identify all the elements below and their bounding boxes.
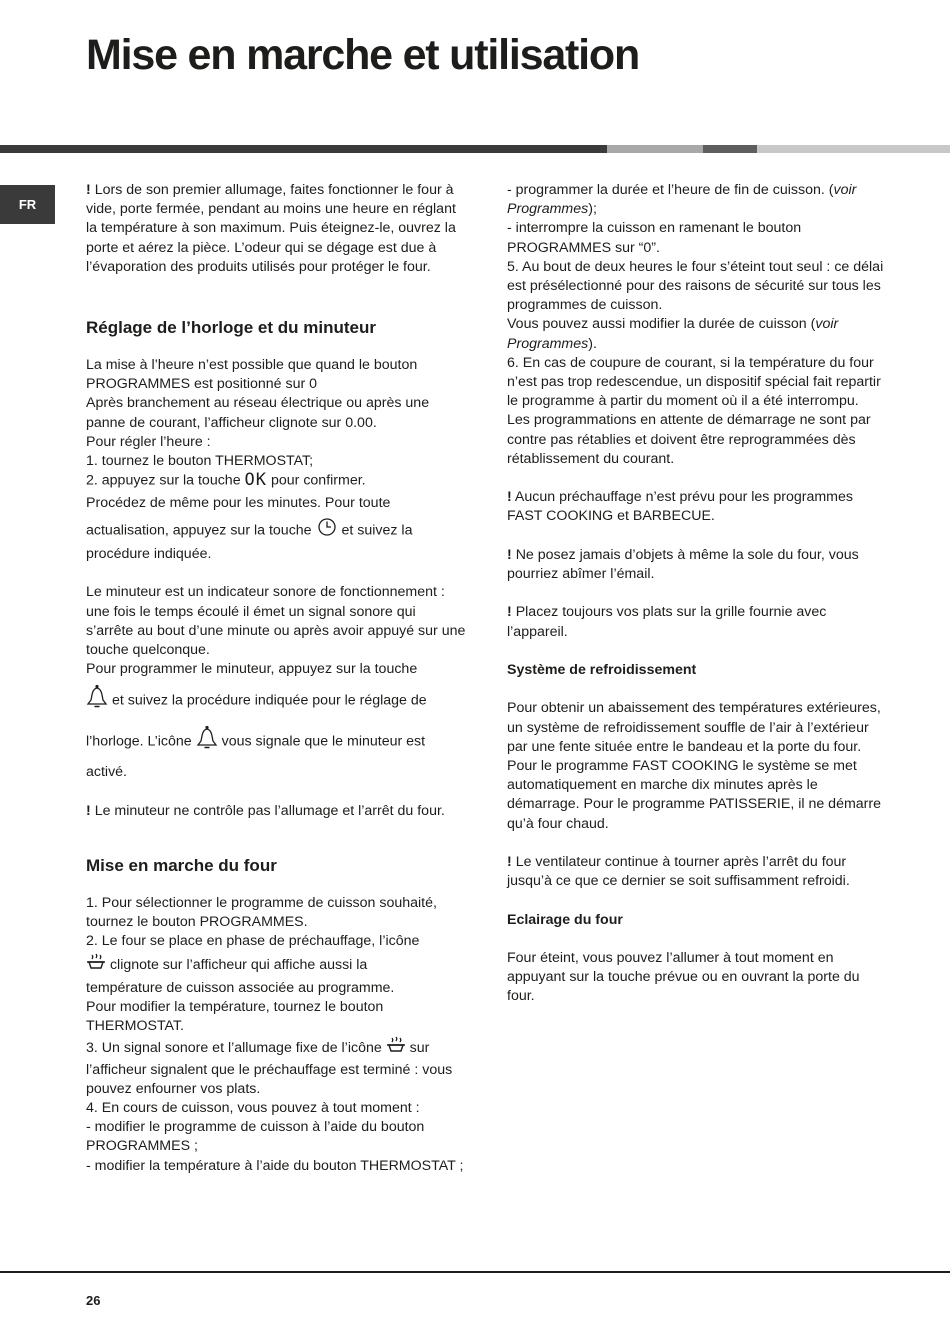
heading-lighting: Eclairage du four bbox=[507, 911, 623, 928]
clock-text-6: Procédez de même pour les minutes. Pour toute bbox=[86, 494, 391, 511]
preheat-icon bbox=[86, 953, 106, 977]
timer-text-2: Pour programmer le minuteur, appuyez sur la touche bbox=[86, 661, 418, 678]
start-text-5: Pour modifier la température, tournez le bouton THERMOSTAT. bbox=[86, 999, 384, 1035]
interrupt-text: - interrompre la cuisson en ramenant le bouton PROGRAMMES sur “0”. bbox=[507, 220, 802, 256]
heading-cooling: Système de refroidissement bbox=[507, 662, 697, 679]
page-title: Mise en marche et utilisation bbox=[86, 31, 640, 79]
start-text-4: température de cuisson associée au programme. bbox=[86, 979, 395, 996]
warning-mark: ! bbox=[86, 802, 91, 819]
preheat-icon bbox=[386, 1036, 406, 1060]
clock-text-7: actualisation, appuyez sur la touche et suivez la bbox=[86, 516, 466, 545]
warning-oven-floor: ! Ne posez jamais d’objets à même la sole du four, vous pourriez abîmer l’émail. bbox=[507, 546, 859, 583]
warning-mark: ! bbox=[507, 604, 512, 621]
power-cut-text: 6. En cas de coupure de courant, si la température du four n’est pas trop redescendue, un dispositif spécial fait repartir le programme à partir du moment où il a été interrompu. Les programmations en attente de démarrage ne sont par contre pas rétablies et doivent être reprogrammées dès rétablissement du courant. bbox=[507, 354, 881, 467]
clock-text-2: Après branchement au réseau électrique ou après une panne de courant, l’afficheur clignote sur 0.00. bbox=[86, 395, 430, 431]
modify-duration-text: Vous pouvez aussi modifier la durée de cuisson (voir Programmes). bbox=[507, 316, 839, 352]
timer-warning: ! Le minuteur ne contrôle pas l’allumage et l’arrêt du four. bbox=[86, 802, 445, 819]
start-text-3: clignote sur l’afficheur qui affiche aussi la bbox=[86, 953, 466, 977]
auto-off-text: 5. Au bout de deux heures le four s’éteint tout seul : ce délai est présélectionné pour des raisons de sécurité sur tous les programmes de cuisson. bbox=[507, 258, 884, 314]
ok-button-icon: OK bbox=[244, 470, 268, 491]
heading-clock: Réglage de l’horloge et du minuteur bbox=[86, 318, 376, 338]
start-text-7: l’afficheur signalent que le préchauffage est terminé : vous pouvez enfourner vos plats. bbox=[86, 1061, 453, 1097]
clock-text-1: La mise à l’heure n’est possible que quand le bouton PROGRAMMES est positionné sur 0 bbox=[86, 357, 418, 393]
header-bar-dark2 bbox=[703, 145, 757, 153]
timer-text-5: activé. bbox=[86, 764, 128, 781]
clock-text-3: Pour régler l’heure : bbox=[86, 433, 211, 450]
bell-icon bbox=[86, 683, 108, 718]
page-number: 26 bbox=[86, 1293, 101, 1308]
footer-rule bbox=[0, 1271, 950, 1273]
start-text-9: - modifier le programme de cuisson à l’aide du bouton PROGRAMMES ; bbox=[86, 1119, 425, 1155]
heading-start: Mise en marche du four bbox=[86, 856, 277, 875]
cooling-text: Pour obtenir un abaissement des températures extérieures, un système de refroidissement souffle de l’air à l’extérieur par une fente située entre le bandeau et la porte du four. Pour le programme FAST COOKING le système se met automatiquement en marche dix minutes après le démarrage. Pour le programme PATISSERIE, il ne démarre qu’à four chaud. bbox=[507, 700, 882, 832]
bell-icon bbox=[196, 724, 218, 759]
warning-mark: ! bbox=[86, 182, 91, 198]
start-text-10: - modifier la température à l’aide du bouton THERMOSTAT ; bbox=[86, 1157, 464, 1174]
program-duration-text: - programmer la durée et l’heure de fin de cuisson. (voir Programmes); bbox=[507, 182, 857, 218]
start-text-6: 3. Un signal sonore et l’allumage fixe de l’icône sur bbox=[86, 1036, 466, 1060]
right-column bbox=[507, 181, 885, 1007]
warning-preheat: ! Aucun préchauffage n’est prévu pour les programmes FAST COOKING et BARBECUE. bbox=[507, 489, 853, 525]
warning-mark: ! bbox=[507, 546, 512, 563]
lighting-text: Four éteint, vous pouvez l’allumer à tout moment en appuyant sur la touche prévue ou en ouvrant la porte du four. bbox=[507, 950, 860, 1005]
clock-text-8: procédure indiquée. bbox=[86, 546, 212, 562]
language-tab: FR bbox=[0, 185, 55, 224]
clock-text-5: 2. appuyez sur la touche OK pour confirmer. bbox=[86, 470, 366, 491]
clock-text-4: 1. tournez le bouton THERMOSTAT; bbox=[86, 453, 314, 470]
warning-mark: ! bbox=[507, 854, 512, 871]
timer-text-4: l’horloge. L’icône vous signale que le minuteur est bbox=[86, 724, 466, 759]
timer-text-1: Le minuteur est un indicateur sonore de fonctionnement : une fois le temps écoulé il émet un signal sonore qui s’arrête au bout d’une minute ou après avoir appuyé sur une touche quelconque. bbox=[86, 584, 466, 658]
start-text-8: 4. En cours de cuisson, vous pouvez à tout moment : bbox=[86, 1100, 420, 1117]
header-bar-dark bbox=[0, 145, 607, 153]
warning-fan: ! Le ventilateur continue à tourner après l’arrêt du four jusqu’à ce que ce dernier se soit suffisamment refroidi. bbox=[507, 854, 850, 890]
warning-mark: ! bbox=[507, 489, 512, 506]
cross-reference: voir Programmes bbox=[507, 182, 857, 218]
header-bar-light bbox=[757, 145, 950, 153]
intro-paragraph: ! Lors de son premier allumage, faites fonctionner le four à vide, porte fermée, pendant au moins une heure en réglant la température à son maximum. Puis éteignez-le, ouvrez la porte et aérez la pièce. L’odeur qui se dégage est due à l’évaporation des produits utilisés pour protéger le four. bbox=[86, 182, 456, 275]
cross-reference: voir Programmes bbox=[507, 316, 839, 352]
timer-text-3: et suivez la procédure indiquée pour le réglage de bbox=[86, 683, 466, 718]
header-bar-mid bbox=[607, 145, 703, 153]
start-text-1: 1. Pour sélectionner le programme de cuisson souhaité, tournez le bouton PROGRAMMES. bbox=[86, 895, 437, 931]
start-text-2: 2. Le four se place en phase de préchauffage, l’icône bbox=[86, 933, 420, 950]
clock-icon bbox=[316, 516, 338, 545]
warning-grill: ! Placez toujours vos plats sur la grille fournie avec l’appareil. bbox=[507, 604, 827, 640]
left-column bbox=[86, 181, 466, 1176]
